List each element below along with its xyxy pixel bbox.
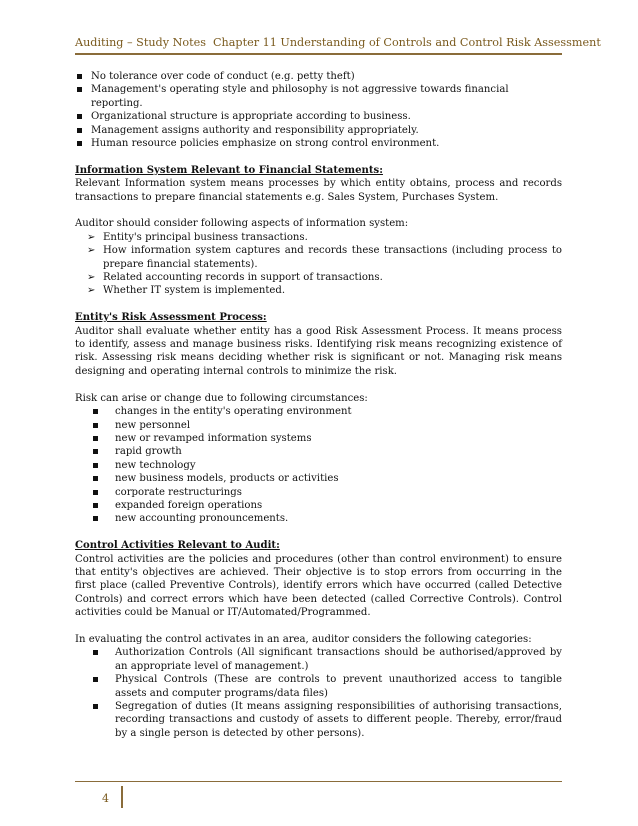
info-system-paragraph: Relevant Information system means processes by which entity obtains, process and records transactions to prepare financial statements e.g. Sales System, Purchases System. [75, 178, 562, 203]
header-subject: Auditing – Study Notes [75, 36, 206, 49]
footer-divider [121, 786, 123, 808]
list-item: new business models, products or activities [90, 472, 562, 485]
list-item: Segregation of duties (It means assigning responsibilities of authorising transactions, recording transactions and custody of assets to different people. Thereby, error/fraud by a single person is detected by other persons). [90, 700, 562, 740]
list-item: new personnel [90, 419, 562, 432]
list-item: Organizational structure is appropriate according to business. [75, 110, 562, 123]
list-item: expanded foreign operations [90, 499, 562, 512]
section-heading-control-activities: Control Activities Relevant to Audit: [75, 540, 280, 552]
section-heading-risk-assessment: Entity's Risk Assessment Process: [75, 312, 267, 324]
list-item: Management's operating style and philosophy is not aggressive towards financial reporting. [75, 83, 562, 110]
list-item: Management assigns authority and responsibility appropriately. [75, 124, 562, 137]
risk-assessment-paragraph: Auditor shall evaluate whether entity has a good Risk Assessment Process. It means process to identify, assess and manage business risks. Identifying risk means recognizing existence of risk. Assessing risk means deciding whether risk is significant or not. Managing risk means designing and operating internal controls to minimize the risk. [75, 325, 562, 377]
list-item: rapid growth [90, 445, 562, 458]
risk-assessment-intro: Risk can arise or change due to following circumstances: [75, 392, 368, 404]
header-chapter: Chapter 11 Understanding of Controls and Control Risk Assessment [213, 36, 601, 49]
footer-rule [75, 781, 562, 782]
header-rule [75, 53, 562, 55]
list-item: Human resource policies emphasize on strong control environment. [75, 137, 562, 150]
info-system-intro: Auditor should consider following aspects of information system: [75, 218, 409, 230]
risk-circumstances-list [75, 405, 562, 526]
list-item: corporate restructurings [90, 486, 562, 499]
list-item: ➢ Entity's principal business transactions. [87, 231, 562, 244]
section-heading-info-system: Information System Relevant to Financial Statements: [75, 164, 383, 176]
page-number: 4 [102, 792, 109, 805]
list-item: ➢ How information system captures and records these transactions (including process to prepare financial statements). [87, 244, 562, 271]
list-item: Physical Controls (These are controls to prevent unauthorized access to tangible assets and computer programs/data files) [90, 673, 562, 700]
control-activities-paragraph: Control activities are the policies and procedures (other than control environment) to ensure that entity's objectives are achieved. Their objective is to stop errors from occurring in the first place (called Preventive Controls), identify errors which have occurred (called Detective Controls) and correct errors which have been detected (called Corrective Controls). Control activities could be Manual or IT/Automated/Programmed. [75, 553, 562, 619]
list-item: ➢ Related accounting records in support of transactions. [87, 271, 562, 284]
page-header [75, 36, 601, 49]
list-item: No tolerance over code of conduct (e.g. petty theft) [75, 70, 562, 83]
control-categories-list [75, 646, 562, 740]
list-item: ➢ Whether IT system is implemented. [87, 284, 562, 297]
list-item: new technology [90, 459, 562, 472]
control-activities-intro: In evaluating the control activates in an area, auditor considers the following categories: [75, 633, 532, 645]
list-item: new accounting pronouncements. [90, 512, 562, 525]
info-system-list [75, 231, 562, 298]
list-item: new or revamped information systems [90, 432, 562, 445]
list-item: changes in the entity's operating environment [90, 405, 562, 418]
control-environment-list [75, 70, 562, 150]
list-item: Authorization Controls (All significant transactions should be authorised/approved by an appropriate level of management.) [90, 646, 562, 673]
document-body [75, 70, 562, 740]
